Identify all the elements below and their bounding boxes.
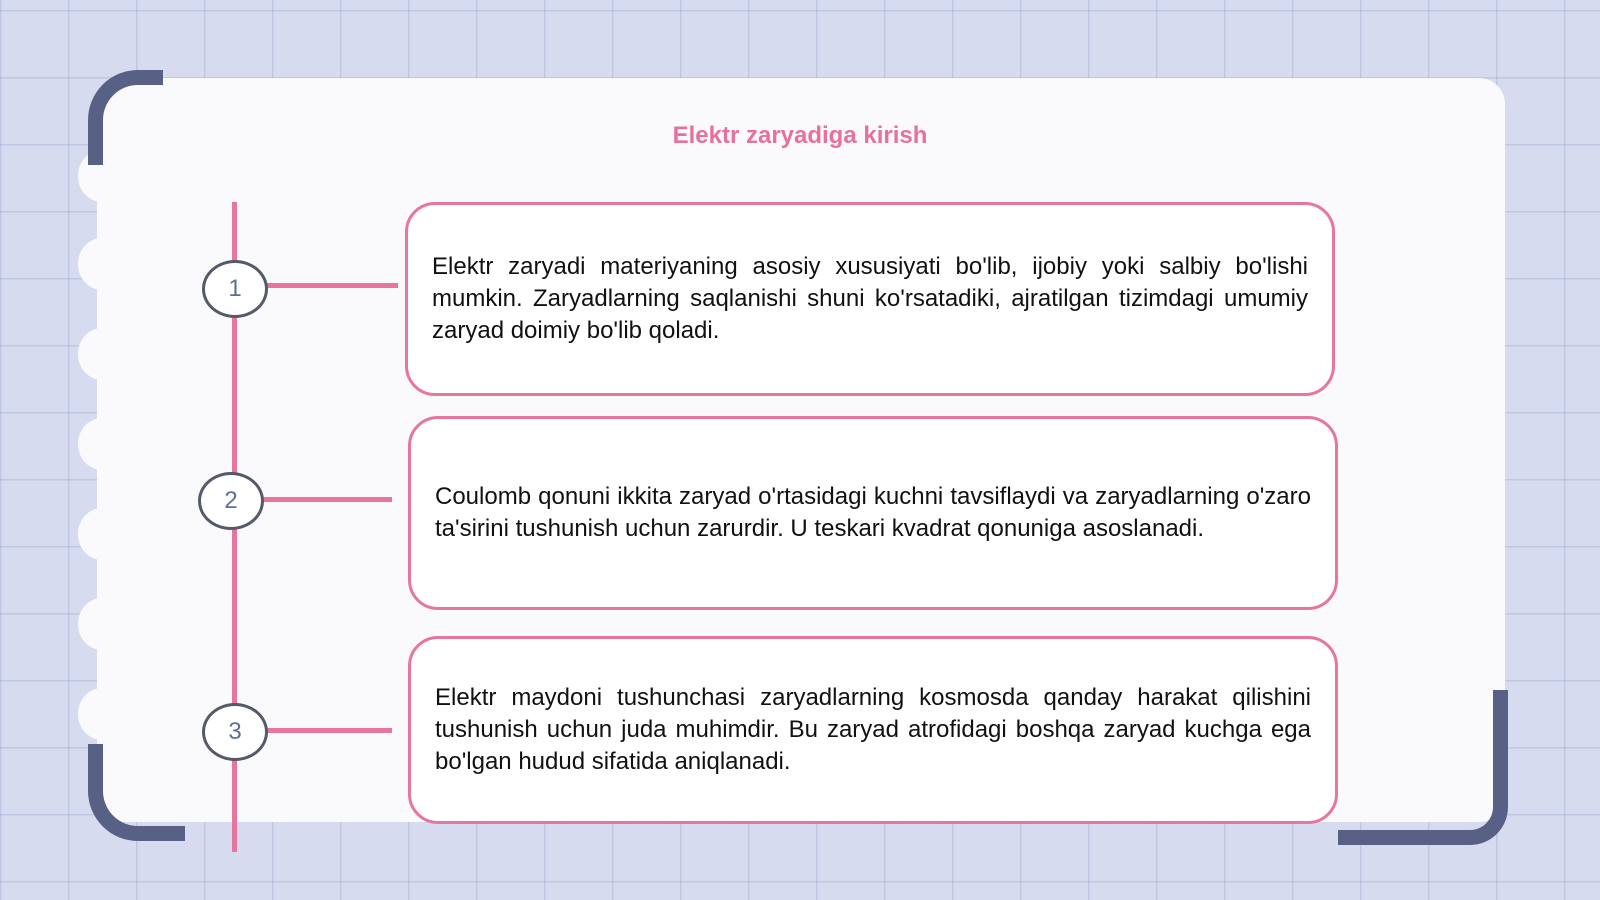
timeline-connector xyxy=(262,283,398,288)
frame-corner-bottom-left xyxy=(88,744,185,841)
page-edge-scallop xyxy=(78,508,126,560)
step-number: 1 xyxy=(228,275,242,302)
step-card xyxy=(405,202,1335,396)
page-edge-scallop xyxy=(78,688,126,740)
step-number: 2 xyxy=(224,487,238,514)
step-card xyxy=(408,416,1338,610)
page-edge-scallop xyxy=(78,598,126,650)
step-description: Elektr zaryadi materiyaning asosiy xususiyati bo'lib, ijobiy yoki salbiy bo'lishi mumkin. Zaryadlarning saqlanishi shuni ko'rsatadiki, ajratilgan tizimdagi umumiy zaryad doimiy bo'lib qoladi. xyxy=(432,253,1308,344)
timeline-connector xyxy=(262,728,392,733)
step-card xyxy=(408,636,1338,824)
step-number: 3 xyxy=(228,718,242,745)
timeline-connector xyxy=(262,497,392,502)
step-description: Elektr maydoni tushunchasi zaryadlarning kosmosda qanday harakat qilishini tushunish uchun juda muhimdir. Bu zaryad atrofidagi boshqa zaryad kuchga ega bo'lgan hudud sifatida aniqlanadi. xyxy=(435,684,1311,775)
frame-corner-top-left xyxy=(88,70,163,165)
page-edge-scallop xyxy=(78,418,126,470)
step-number-badge xyxy=(198,472,264,530)
page-edge-scallop xyxy=(78,328,126,380)
slide-title: Elektr zaryadiga kirish xyxy=(672,122,928,149)
step-number-badge xyxy=(202,260,268,318)
step-description: Coulomb qonuni ikkita zaryad o'rtasidagi kuchni tavsiflaydi va zaryadlarning o'zaro ta'sirini tushunish uchun zarurdir. U teskari kvadrat qonuniga asoslanadi. xyxy=(435,483,1311,542)
page-edge-scallop xyxy=(78,238,126,290)
frame-corner-bottom-right xyxy=(1338,690,1508,845)
step-number-badge xyxy=(202,703,268,761)
